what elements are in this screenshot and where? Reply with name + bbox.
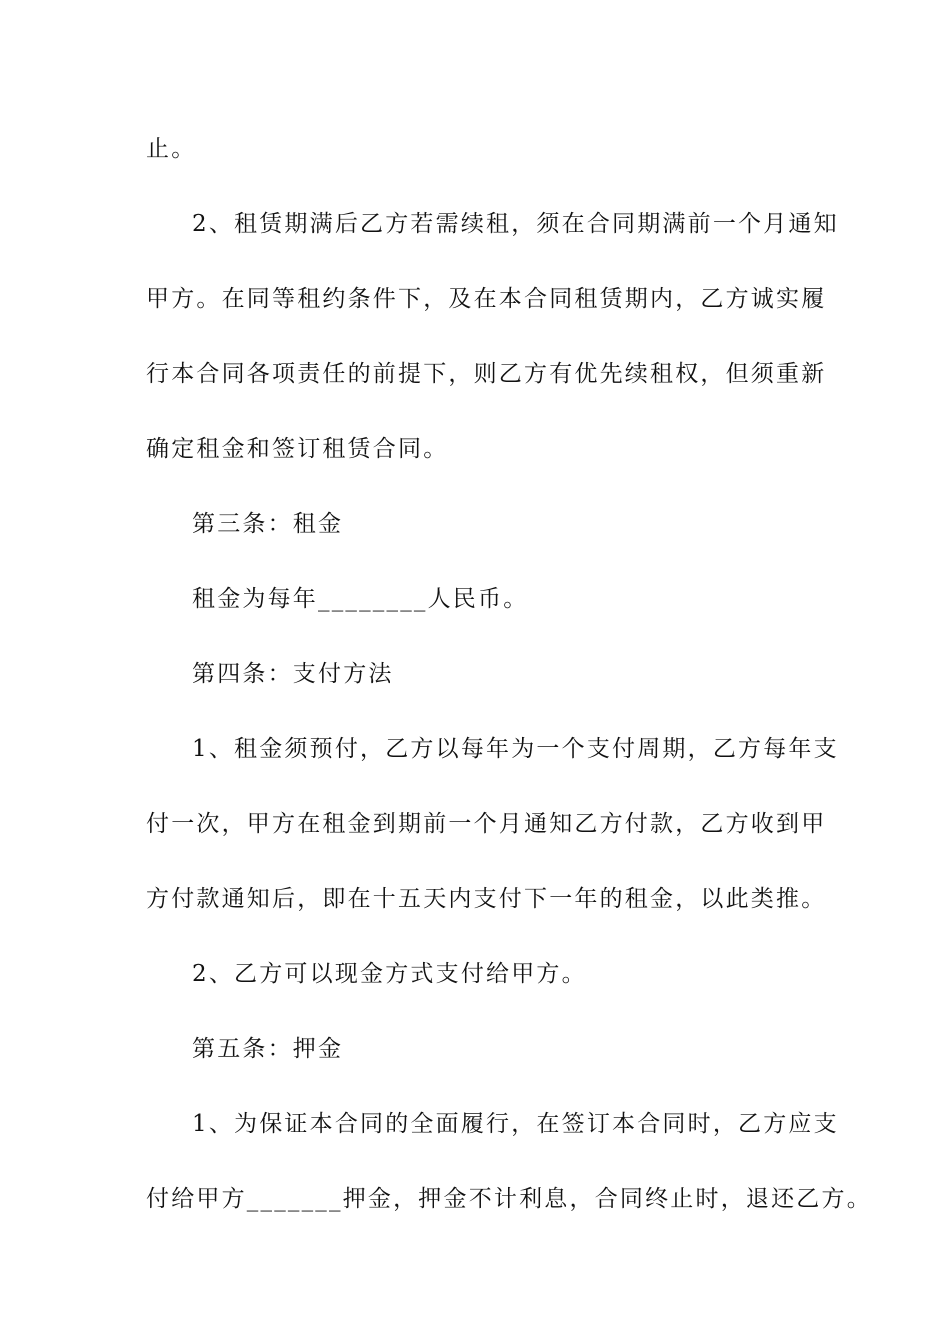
clause-2-2-line-4: 确定租金和签订租赁合同。 xyxy=(146,436,449,462)
clause-4-2-line: 2、乙方可以现金方式支付给甲方。 xyxy=(192,961,587,987)
article-4-heading: 第四条：支付方法 xyxy=(192,661,394,687)
clause-4-1-line-1: 1、租金须预付，乙方以每年为一个支付周期，乙方每年支 xyxy=(192,736,839,762)
clause-4-1-line-2: 付一次，甲方在租金到期前一个月通知乙方付款，乙方收到甲 xyxy=(146,811,827,837)
article-5-heading: 第五条：押金 xyxy=(192,1036,344,1062)
clause-2-2-line-1: 2、租赁期满后乙方若需续租，须在合同期满前一个月通知 xyxy=(192,211,839,237)
clause-5-1-line-2: 付给甲方_______押金，押金不计利息，合同终止时，退还乙方。 xyxy=(146,1186,872,1212)
clause-2-2-line-2: 甲方。在同等租约条件下，及在本合同租赁期内，乙方诚实履 xyxy=(146,286,827,312)
clause-5-1-line-1: 1、为保证本合同的全面履行，在签订本合同时，乙方应支 xyxy=(192,1111,839,1137)
article-3-heading: 第三条：租金 xyxy=(192,511,344,537)
text-line-continuation: 止。 xyxy=(146,136,197,162)
clause-4-1-line-3: 方付款通知后，即在十五天内支付下一年的租金，以此类推。 xyxy=(146,886,827,912)
article-3-rent-line: 租金为每年________人民币。 xyxy=(192,586,529,612)
clause-2-2-line-3: 行本合同各项责任的前提下，则乙方有优先续租权，但须重新 xyxy=(146,361,827,387)
